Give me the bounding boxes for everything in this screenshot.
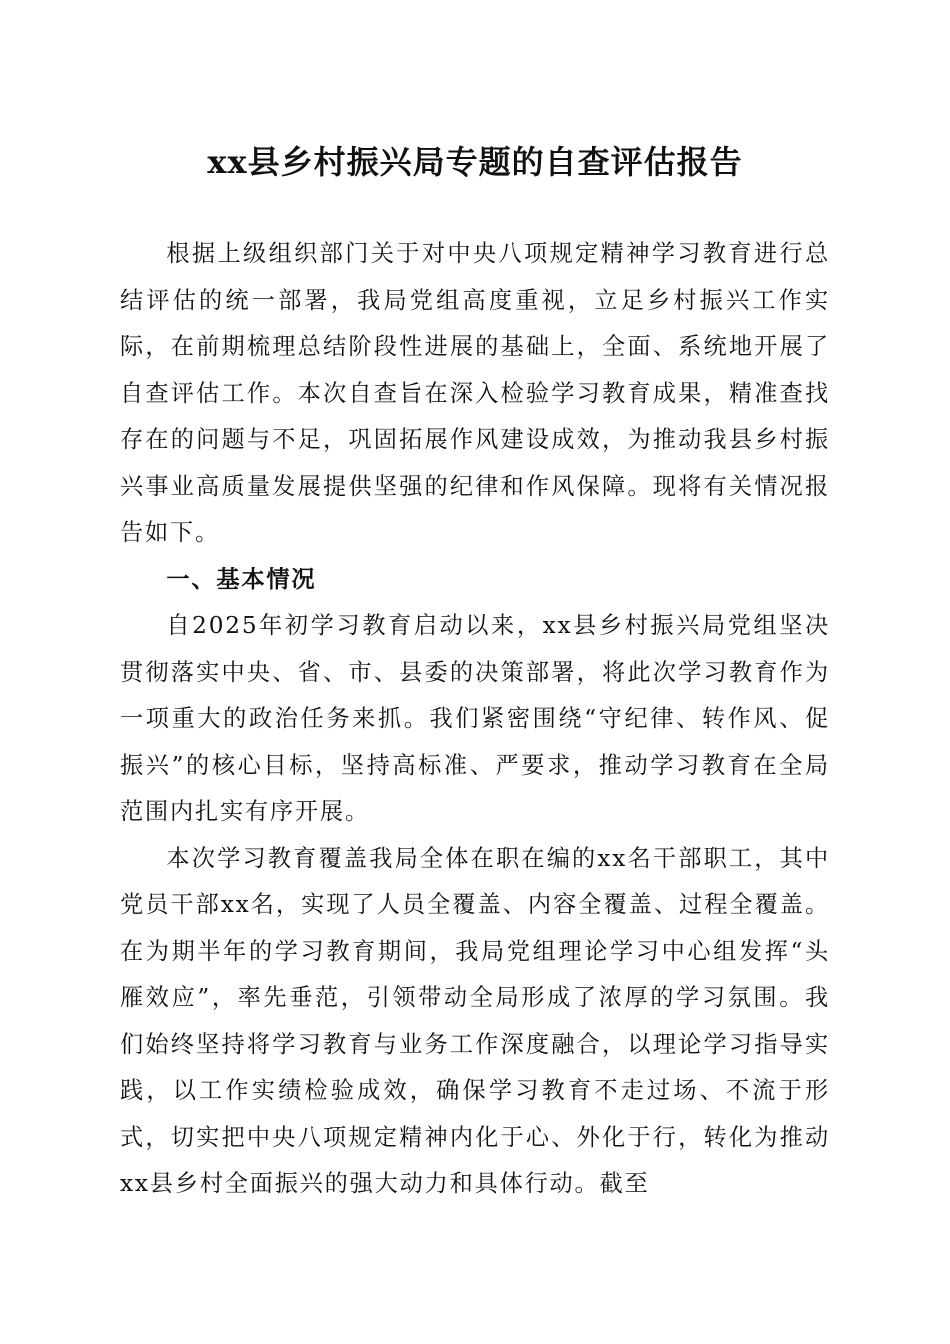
- intro-paragraph: 根据上级组织部门关于对中央八项规定精神学习教育进行总结评估的统一部署，我局党组高度重视，立足乡村振兴工作实际，在前期梳理总结阶段性进展的基础上，全面、系统地开展了自查评估工作。本次自查旨在深入检验学习教育成果，精准查找存在的问题与不足，巩固拓展作风建设成效，为推动我县乡村振兴事业高质量发展提供坚强的纪律和作风保障。现将有关情况报告如下。: [120, 240, 830, 546]
- document-body: [120, 231, 830, 1208]
- basic-situation-paragraph-1: 自2025年初学习教育启动以来，xx县乡村振兴局党组坚决贯彻落实中央、省、市、县委的决策部署，将此次学习教育作为一项重大的政治任务来抓。我们紧密围绕“守纪律、转作风、促振兴”的核心目标，坚持高标准、严要求，推动学习教育在全局范围内扎实有序开展。: [120, 612, 830, 825]
- document-title: xx县乡村振兴局专题的自查评估报告: [207, 143, 743, 181]
- basic-situation-paragraph-2: 本次学习教育覆盖我局全体在职在编的xx名干部职工，其中党员干部xx名，实现了人员全覆盖、内容全覆盖、过程全覆盖。在为期半年的学习教育期间，我局党组理论学习中心组发挥“头雁效应”，率先垂范，引领带动全局形成了浓厚的学习氛围。我们始终坚持将学习教育与业务工作深度融合，以理论学习指导实践，以工作实绩检验成效，确保学习教育不走过场、不流于形式，切实把中央八项规定精神内化于心、外化于行，转化为推动xx县乡村全面振兴的强大动力和具体行动。截至: [120, 844, 830, 1197]
- section-heading-basic-situation: 一、基本情况: [166, 565, 317, 593]
